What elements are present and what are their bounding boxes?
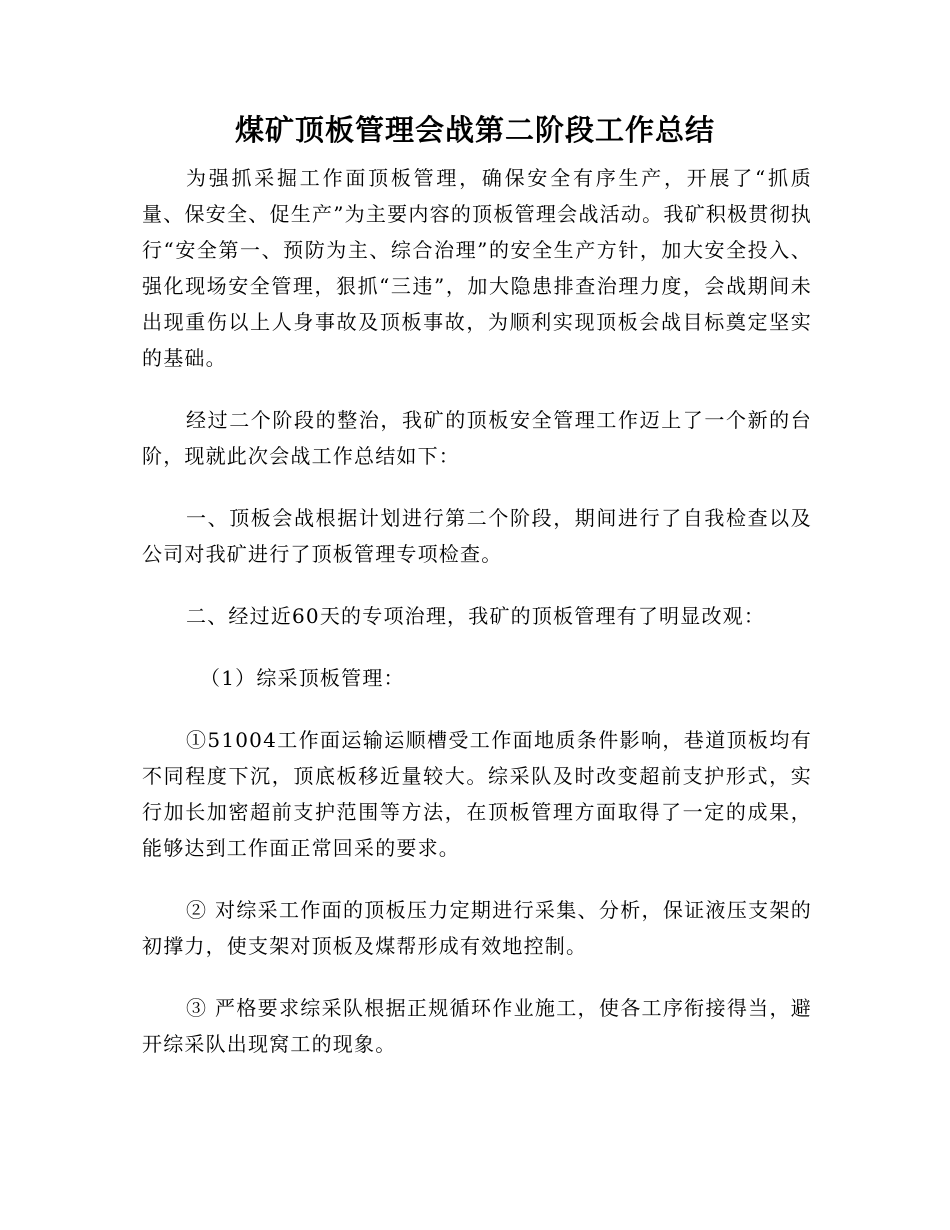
paragraph-subheading: （1）综采顶板管理： xyxy=(200,666,405,690)
paragraph-item-1: ①51004工作面运输运顺槽受工作面地质条件影响，巷道顶板均有不同程度下沉，顶底板移近量较大。综采队及时改变超前支护形式，实行加长加密超前支护范围等方法，在顶板管理方面取得了一定的成果，能够达到工作面正常回采的要求。 xyxy=(142,728,812,860)
paragraph-item-3: ③ 严格要求综采队根据正规循环作业施工，使各工序衔接得当，避开综采队出现窝工的现象。 xyxy=(142,996,812,1056)
paragraph-item-2: ② 对综采工作面的顶板压力定期进行采集、分析，保证液压支架的初撑力，使支架对顶板及煤帮形成有效地控制。 xyxy=(142,898,812,958)
document-body xyxy=(142,160,812,1088)
paragraph-section-two: 二、经过近60天的专项治理，我矿的顶板管理有了明显改观： xyxy=(186,604,766,628)
document-title: 煤矿顶板管理会战第二阶段工作总结 xyxy=(234,113,715,147)
paragraph-intro: 为强抓采掘工作面顶板管理，确保安全有序生产，开展了“抓质量、保安全、促生产”为主要内容的顶板管理会战活动。我矿积极贯彻执行“安全第一、预防为主、综合治理”的安全生产方针，加大安全投入、强化现场安全管理，狠抓“三违”，加大隐患排查治理力度，会战期间未出现重伤以上人身事故及顶板事故，为顺利实现顶板会战目标奠定坚实的基础。 xyxy=(142,166,812,370)
paragraph-summary-lead: 经过二个阶段的整治，我矿的顶板安全管理工作迈上了一个新的台阶，现就此次会战工作总结如下： xyxy=(142,408,812,468)
paragraph-section-one: 一、顶板会战根据计划进行第二个阶段，期间进行了自我检查以及公司对我矿进行了顶板管理专项检查。 xyxy=(142,506,812,566)
